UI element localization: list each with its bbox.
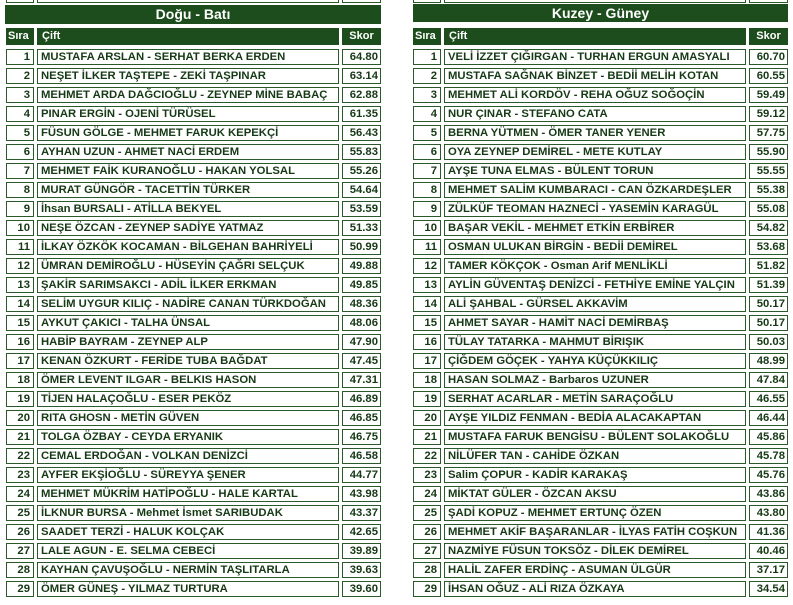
rank-header: Sıra [413, 28, 441, 45]
rank-cell: 24 [6, 486, 34, 502]
rank-cell: 7 [413, 163, 441, 179]
table-row [6, 429, 381, 445]
rank-cell: 25 [413, 505, 441, 521]
pair-cell: BERNA YÜTMEN - ÖMER TANER YENER [444, 125, 746, 141]
score-cell: 59.49 [749, 87, 788, 103]
pair-cell: LALE AGUN - E. SELMA CEBECİ [37, 543, 339, 559]
pair-cell: PINAR ERGİN - OJENİ TÜRÜSEL [37, 106, 339, 122]
table-row [6, 296, 381, 312]
score-cell: 45.78 [749, 448, 788, 464]
table-row [6, 505, 381, 521]
score-cell: 39.60 [342, 581, 381, 597]
table-row [6, 581, 381, 597]
pair-cell: OYA ZEYNEP DEMİREL - METE KUTLAY [444, 144, 746, 160]
rank-cell: 15 [413, 315, 441, 331]
score-cell: 45.76 [749, 467, 788, 483]
rank-cell: 17 [413, 353, 441, 369]
score-cell: 48.06 [342, 315, 381, 331]
pair-cell: AHMET SAYAR - HAMİT NACİ DEMİRBAŞ [444, 315, 746, 331]
table-row [6, 144, 381, 160]
pair-cell: NİLÜFER TAN - CAHİDE ÖZKAN [444, 448, 746, 464]
table-row [6, 315, 381, 331]
rank-cell: 8 [413, 182, 441, 198]
score-cell: 55.55 [749, 163, 788, 179]
pair-cell: AYLİN GÜVENTAŞ DENİZCİ - FETHİYE EMİNE YALÇIN [444, 277, 746, 293]
score-cell: 46.55 [749, 391, 788, 407]
table-row [6, 106, 381, 122]
table-row [6, 49, 381, 65]
rank-cell: 28 [6, 562, 34, 578]
edge-cell [342, 0, 381, 3]
table-row [413, 182, 788, 198]
table-row [413, 220, 788, 236]
table-header-row [6, 28, 381, 45]
pair-cell: NEŞE ÖZCAN - ZEYNEP SADİYE YATMAZ [37, 220, 339, 236]
pair-cell: SAADET TERZİ - HALUK KOLÇAK [37, 524, 339, 540]
edge-cell [6, 0, 34, 3]
rank-cell: 25 [6, 505, 34, 521]
edge-cell [444, 0, 746, 3]
rank-cell: 14 [413, 296, 441, 312]
pair-cell: SELİM UYGUR KILIÇ - NADİRE CANAN TÜRKDOĞAN [37, 296, 339, 312]
rank-cell: 6 [6, 144, 34, 160]
pair-cell: HABİP BAYRAM - ZEYNEP ALP [37, 334, 339, 350]
table-row [6, 410, 381, 426]
rank-cell: 20 [413, 410, 441, 426]
rank-cell: 4 [413, 106, 441, 122]
score-cell: 46.58 [342, 448, 381, 464]
rank-cell: 15 [6, 315, 34, 331]
rank-cell: 19 [6, 391, 34, 407]
score-cell: 46.44 [749, 410, 788, 426]
pair-cell: MİKTAT GÜLER - ÖZCAN AKSU [444, 486, 746, 502]
score-cell: 43.86 [749, 486, 788, 502]
pair-cell: İhsan BURSALI - ATİLLA BEKYEL [37, 201, 339, 217]
table-title: Kuzey - Güney [413, 4, 788, 22]
table-row [413, 448, 788, 464]
score-cell: 53.68 [749, 239, 788, 255]
edge-cell [37, 0, 339, 3]
score-cell: 50.99 [342, 239, 381, 255]
rank-cell: 26 [413, 524, 441, 540]
table-row [6, 543, 381, 559]
pair-cell: BAŞAR VEKİL - MEHMET ETKİN ERBİRER [444, 220, 746, 236]
pair-cell: MEHMET FAİK KURANOĞLU - HAKAN YOLSAL [37, 163, 339, 179]
rank-cell: 28 [413, 562, 441, 578]
score-cell: 51.82 [749, 258, 788, 274]
pair-cell: HASAN SOLMAZ - Barbaros UZUNER [444, 372, 746, 388]
score-cell: 55.26 [342, 163, 381, 179]
pair-cell: ŞADİ KOPUZ - MEHMET ERTUNÇ ÖZEN [444, 505, 746, 521]
table-row [6, 372, 381, 388]
pair-cell: HALİL ZAFER ERDİNÇ - ASUMAN ÜLGÜR [444, 562, 746, 578]
table-row [6, 524, 381, 540]
score-cell: 55.83 [342, 144, 381, 160]
rank-cell: 18 [413, 372, 441, 388]
rank-cell: 4 [6, 106, 34, 122]
pair-cell: ALİ ŞAHBAL - GÜRSEL AKKAVİM [444, 296, 746, 312]
rank-cell: 13 [6, 277, 34, 293]
score-cell: 46.75 [342, 429, 381, 445]
rank-cell: 12 [413, 258, 441, 274]
rank-cell: 3 [413, 87, 441, 103]
table-row [413, 524, 788, 540]
pair-cell: AYKUT ÇAKICI - TALHA ÜNSAL [37, 315, 339, 331]
table-row [6, 486, 381, 502]
pair-cell: MEHMET AKİF BAŞARANLAR - İLYAS FATİH COŞKUN [444, 524, 746, 540]
pair-cell: AYŞE YILDIZ FENMAN - BEDİA ALACAKAPTAN [444, 410, 746, 426]
pair-cell: AYHAN UZUN - AHMET NACİ ERDEM [37, 144, 339, 160]
pair-cell: TAMER KÖKÇOK - Osman Arif MENLİKLİ [444, 258, 746, 274]
rank-cell: 2 [413, 68, 441, 84]
score-cell: 50.17 [749, 296, 788, 312]
table-row [413, 505, 788, 521]
score-cell: 55.08 [749, 201, 788, 217]
table-row [413, 486, 788, 502]
rank-cell: 21 [6, 429, 34, 445]
table-row [413, 543, 788, 559]
table-row [6, 353, 381, 369]
table-row [6, 239, 381, 255]
score-cell: 48.36 [342, 296, 381, 312]
rank-cell: 27 [6, 543, 34, 559]
score-cell: 62.88 [342, 87, 381, 103]
rank-cell: 13 [413, 277, 441, 293]
table-row [6, 201, 381, 217]
score-cell: 43.37 [342, 505, 381, 521]
rank-cell: 16 [6, 334, 34, 350]
table-row [6, 334, 381, 350]
score-cell: 39.63 [342, 562, 381, 578]
table-row [6, 467, 381, 483]
pair-cell: MUSTAFA SAĞNAK BİNZET - BEDİİ MELİH KOTAN [444, 68, 746, 84]
pair-cell: ÖMER LEVENT ILGAR - BELKIS HASON [37, 372, 339, 388]
score-cell: 61.35 [342, 106, 381, 122]
score-cell: 47.90 [342, 334, 381, 350]
rank-cell: 9 [413, 201, 441, 217]
pair-header: Çift [444, 28, 746, 45]
pair-cell: ZÜLKÜF TEOMAN HAZNECİ - YASEMİN KARAGÜL [444, 201, 746, 217]
pair-cell: ŞAKİR SARIMSAKCI - ADİL İLKER ERKMAN [37, 277, 339, 293]
table-row [6, 125, 381, 141]
rank-cell: 24 [413, 486, 441, 502]
score-cell: 47.45 [342, 353, 381, 369]
rank-cell: 12 [6, 258, 34, 274]
table-row [413, 353, 788, 369]
score-cell: 50.17 [749, 315, 788, 331]
pair-cell: MEHMET ALİ KORDÖV - REHA OĞUZ SOĞOÇİN [444, 87, 746, 103]
table-header-row [413, 28, 788, 45]
rank-cell: 11 [6, 239, 34, 255]
table-row [413, 68, 788, 84]
rank-cell: 7 [6, 163, 34, 179]
score-cell: 60.55 [749, 68, 788, 84]
score-cell: 46.89 [342, 391, 381, 407]
pair-cell: MURAT GÜNGÖR - TACETTİN TÜRKER [37, 182, 339, 198]
score-cell: 34.54 [749, 581, 788, 597]
pair-cell: MUSTAFA FARUK BENGİSU - BÜLENT SOLAKOĞLU [444, 429, 746, 445]
pair-cell: İLKAY ÖZKÖK KOCAMAN - BİLGEHAN BAHRİYELİ [37, 239, 339, 255]
table-row [413, 87, 788, 103]
score-cell: 51.33 [342, 220, 381, 236]
pair-cell: MEHMET ARDA DAĞCIOĞLU - ZEYNEP MİNE BABAÇ [37, 87, 339, 103]
rank-cell: 11 [413, 239, 441, 255]
pair-cell: VELİ İZZET ÇIĞIRGAN - TURHAN ERGUN AMASYALI [444, 49, 746, 65]
score-cell: 49.88 [342, 258, 381, 274]
pair-cell: İHSAN OĞUZ - ALİ RIZA ÖZKAYA [444, 581, 746, 597]
pair-cell: İLKNUR BURSA - Mehmet İsmet SARIBUDAK [37, 505, 339, 521]
score-header: Skor [342, 28, 381, 45]
table-row [413, 581, 788, 597]
rank-cell: 1 [6, 49, 34, 65]
pair-cell: KENAN ÖZKURT - FERİDE TUBA BAĞDAT [37, 353, 339, 369]
rank-cell: 10 [413, 220, 441, 236]
pair-cell: AYFER EKŞİOĞLU - SÜREYYA ŞENER [37, 467, 339, 483]
table-row [413, 258, 788, 274]
rank-cell: 26 [6, 524, 34, 540]
table-top-edge [413, 0, 788, 3]
rank-cell: 16 [413, 334, 441, 350]
pair-cell: ÇİĞDEM GÖÇEK - YAHYA KÜÇÜKKILIÇ [444, 353, 746, 369]
table-row [413, 429, 788, 445]
score-cell: 63.14 [342, 68, 381, 84]
pair-cell: TİJEN HALAÇOĞLU - ESER PEKÖZ [37, 391, 339, 407]
table-row [6, 448, 381, 464]
table-row [413, 125, 788, 141]
score-cell: 53.59 [342, 201, 381, 217]
score-cell: 55.38 [749, 182, 788, 198]
table-row [6, 391, 381, 407]
rank-cell: 29 [413, 581, 441, 597]
pair-cell: OSMAN ULUKAN BİRGİN - BEDİİ DEMİREL [444, 239, 746, 255]
table-title: Doğu - Batı [5, 5, 381, 24]
pair-cell: NUR ÇINAR - STEFANO CATA [444, 106, 746, 122]
rank-cell: 9 [6, 201, 34, 217]
table-row [413, 144, 788, 160]
rank-cell: 27 [413, 543, 441, 559]
rank-cell: 8 [6, 182, 34, 198]
table-row [6, 68, 381, 84]
rank-cell: 20 [6, 410, 34, 426]
rank-cell: 23 [413, 467, 441, 483]
pair-cell: MEHMET SALİM KUMBARACI - CAN ÖZKARDEŞLER [444, 182, 746, 198]
table-body [6, 49, 381, 600]
pair-cell: ÜMRAN DEMİROĞLU - HÜSEYİN ÇAĞRI SELÇUK [37, 258, 339, 274]
pair-cell: Salim ÇOPUR - KADİR KARAKAŞ [444, 467, 746, 483]
rank-cell: 5 [6, 125, 34, 141]
pair-cell: CEMAL ERDOĞAN - VOLKAN DENİZCİ [37, 448, 339, 464]
score-header: Skor [749, 28, 788, 45]
rank-cell: 17 [6, 353, 34, 369]
pair-cell: MUSTAFA ARSLAN - SERHAT BERKA ERDEN [37, 49, 339, 65]
score-cell: 46.85 [342, 410, 381, 426]
rank-cell: 23 [6, 467, 34, 483]
score-cell: 59.12 [749, 106, 788, 122]
rank-header: Sıra [6, 28, 34, 45]
table-row [413, 410, 788, 426]
pair-cell: NAZMİYE FÜSUN TOKSÖZ - DİLEK DEMİREL [444, 543, 746, 559]
table-row [6, 182, 381, 198]
pair-cell: TÜLAY TATARKA - MAHMUT BİRIŞIK [444, 334, 746, 350]
score-cell: 42.65 [342, 524, 381, 540]
rank-cell: 1 [413, 49, 441, 65]
score-cell: 55.90 [749, 144, 788, 160]
table-row [413, 239, 788, 255]
table-body [413, 49, 788, 600]
edge-cell [413, 0, 441, 3]
score-cell: 39.89 [342, 543, 381, 559]
table-row [413, 106, 788, 122]
pair-cell: AYŞE TUNA ELMAS - BÜLENT TORUN [444, 163, 746, 179]
score-cell: 57.75 [749, 125, 788, 141]
score-cell: 51.39 [749, 277, 788, 293]
table-row [413, 315, 788, 331]
table-row [413, 334, 788, 350]
pair-cell: RITA GHOSN - METİN GÜVEN [37, 410, 339, 426]
pair-cell: ÖMER GÜNEŞ - YILMAZ TURTURA [37, 581, 339, 597]
score-cell: 64.80 [342, 49, 381, 65]
score-cell: 60.70 [749, 49, 788, 65]
table-row [413, 562, 788, 578]
score-cell: 43.80 [749, 505, 788, 521]
score-cell: 54.82 [749, 220, 788, 236]
score-cell: 43.98 [342, 486, 381, 502]
table-row [6, 258, 381, 274]
pair-cell: TOLGA ÖZBAY - CEYDA ERYANIK [37, 429, 339, 445]
rank-cell: 19 [413, 391, 441, 407]
table-row [413, 49, 788, 65]
rank-cell: 29 [6, 581, 34, 597]
table-row [6, 562, 381, 578]
score-cell: 49.85 [342, 277, 381, 293]
rank-cell: 5 [413, 125, 441, 141]
table-row [413, 163, 788, 179]
score-cell: 56.43 [342, 125, 381, 141]
rank-cell: 3 [6, 87, 34, 103]
score-cell: 48.99 [749, 353, 788, 369]
rank-cell: 22 [413, 448, 441, 464]
score-cell: 45.86 [749, 429, 788, 445]
score-cell: 54.64 [342, 182, 381, 198]
rank-cell: 18 [6, 372, 34, 388]
rank-cell: 14 [6, 296, 34, 312]
rank-cell: 10 [6, 220, 34, 236]
table-row [6, 220, 381, 236]
table-row [6, 87, 381, 103]
table-row [6, 277, 381, 293]
table-row [413, 277, 788, 293]
table-row [413, 372, 788, 388]
score-cell: 37.17 [749, 562, 788, 578]
pair-cell: MEHMET MÜKRİM HATİPOĞLU - HALE KARTAL [37, 486, 339, 502]
pair-header: Çift [37, 28, 339, 45]
rank-cell: 21 [413, 429, 441, 445]
table-row [413, 296, 788, 312]
score-cell: 41.36 [749, 524, 788, 540]
edge-cell [749, 0, 788, 3]
pair-cell: SERHAT ACARLAR - METİN SARAÇOĞLU [444, 391, 746, 407]
table-row [413, 201, 788, 217]
score-cell: 47.31 [342, 372, 381, 388]
table-row [6, 163, 381, 179]
score-cell: 40.46 [749, 543, 788, 559]
score-cell: 44.77 [342, 467, 381, 483]
pair-cell: KAYHAN ÇAVUŞOĞLU - NERMİN TAŞLITARLA [37, 562, 339, 578]
rank-cell: 6 [413, 144, 441, 160]
pair-cell: FÜSUN GÖLGE - MEHMET FARUK KEPEKÇİ [37, 125, 339, 141]
table-row [413, 391, 788, 407]
score-cell: 47.84 [749, 372, 788, 388]
table-row [413, 467, 788, 483]
rank-cell: 2 [6, 68, 34, 84]
pair-cell: NEŞET İLKER TAŞTEPE - ZEKİ TAŞPINAR [37, 68, 339, 84]
score-cell: 50.03 [749, 334, 788, 350]
rank-cell: 22 [6, 448, 34, 464]
table-top-edge [6, 0, 381, 3]
